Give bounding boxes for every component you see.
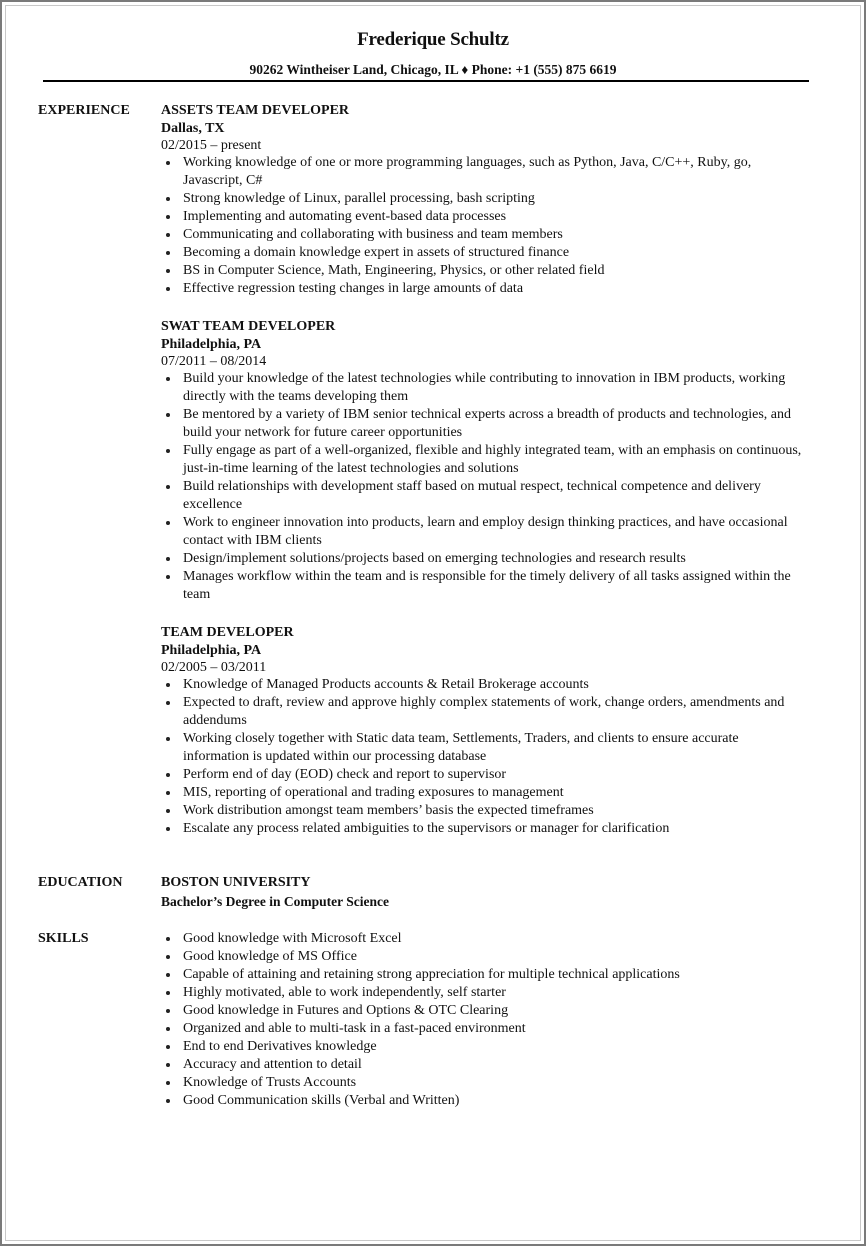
bullet-item: Be mentored by a variety of IBM senior technical experts across a breadth of products and technologies, and build your network for future career opportunities <box>161 406 805 442</box>
job-location: Philadelphia, PA <box>161 337 262 352</box>
bullet-item: Perform end of day (EOD) check and report to supervisor <box>161 766 805 784</box>
bullet-item: Build your knowledge of the latest technologies while contributing to innovation in IBM products, working directly with the teams developing them <box>161 370 805 406</box>
skill-item: Highly motivated, able to work independently, self starter <box>161 984 805 1002</box>
job-dates: 02/2005 – 03/2011 <box>161 660 267 675</box>
bullet-item: Effective regression testing changes in large amounts of data <box>161 280 805 298</box>
bullet-item: Expected to draft, review and approve highly complex statements of work, change orders, amendments and addendums <box>161 694 805 730</box>
skill-item: End to end Derivatives knowledge <box>161 1038 805 1056</box>
bullet-item: Strong knowledge of Linux, parallel processing, bash scripting <box>161 190 805 208</box>
skill-item: Organized and able to multi-task in a fast-paced environment <box>161 1020 805 1038</box>
job-entry <box>161 318 811 604</box>
job-title: SWAT TEAM DEVELOPER <box>161 319 336 334</box>
job-entry <box>161 624 811 838</box>
skill-item: Accuracy and attention to detail <box>161 1056 805 1074</box>
skill-item: Good Communication skills (Verbal and Written) <box>161 1092 805 1110</box>
skill-item: Capable of attaining and retaining strong appreciation for multiple technical applications <box>161 966 805 984</box>
bullet-item: Becoming a domain knowledge expert in assets of structured finance <box>161 244 805 262</box>
bullet-item: BS in Computer Science, Math, Engineering, Physics, or other related field <box>161 262 805 280</box>
job-dates: 07/2011 – 08/2014 <box>161 354 267 369</box>
job-dates: 02/2015 – present <box>161 138 262 153</box>
skills-body <box>161 930 811 1110</box>
bullet-item: MIS, reporting of operational and trading exposures to management <box>161 784 805 802</box>
experience-body <box>161 102 811 854</box>
section-label-experience: EXPERIENCE <box>38 103 130 118</box>
education-body <box>161 874 811 912</box>
bullet-item: Escalate any process related ambiguities to the supervisors or manager for clarification <box>161 820 805 838</box>
bullet-item: Work to engineer innovation into products, learn and employ design thinking practices, and have occasional contact with IBM clients <box>161 514 805 550</box>
job-title: ASSETS TEAM DEVELOPER <box>161 103 350 118</box>
skill-item: Good knowledge in Futures and Options & OTC Clearing <box>161 1002 805 1020</box>
bullet-item: Communicating and collaborating with business and team members <box>161 226 805 244</box>
bullet-item: Fully engage as part of a well-organized, flexible and highly integrated team, with an emphasis on continuous, just-in-time learning of the latest technologies and solutions <box>161 442 805 478</box>
job-title: TEAM DEVELOPER <box>161 625 294 640</box>
job-entry <box>161 102 811 298</box>
job-location: Dallas, TX <box>161 121 225 136</box>
bullet-item: Build relationships with development staff based on mutual respect, technical competence and delivery excellence <box>161 478 805 514</box>
skill-item: Good knowledge of MS Office <box>161 948 805 966</box>
job-bullets <box>161 154 811 298</box>
section-label-education: EDUCATION <box>38 875 123 890</box>
candidate-name: Frederique Schultz <box>357 29 509 50</box>
skills-list <box>161 930 811 1110</box>
degree: Bachelor’s Degree in Computer Science <box>161 894 389 909</box>
contact-line: 90262 Wintheiser Land, Chicago, IL ♦ Phone: +1 (555) 875 6619 <box>249 62 617 77</box>
bullet-item: Implementing and automating event-based data processes <box>161 208 805 226</box>
school-name: BOSTON UNIVERSITY <box>161 875 311 890</box>
header-divider <box>43 80 809 82</box>
resume-header <box>0 28 866 79</box>
job-location: Philadelphia, PA <box>161 643 262 658</box>
bullet-item: Knowledge of Managed Products accounts & Retail Brokerage accounts <box>161 676 805 694</box>
bullet-item: Manages workflow within the team and is responsible for the timely delivery of all tasks assigned within the team <box>161 568 805 604</box>
bullet-item: Working closely together with Static data team, Settlements, Traders, and clients to ensure accurate information is updated within our processing database <box>161 730 805 766</box>
job-bullets <box>161 370 811 604</box>
job-bullets <box>161 676 811 838</box>
section-label-skills: SKILLS <box>38 931 89 946</box>
skill-item: Knowledge of Trusts Accounts <box>161 1074 805 1092</box>
bullet-item: Working knowledge of one or more programming languages, such as Python, Java, C/C++, Ruby, go, Javascript, C# <box>161 154 805 190</box>
bullet-item: Design/implement solutions/projects based on emerging technologies and research results <box>161 550 805 568</box>
skill-item: Good knowledge with Microsoft Excel <box>161 930 805 948</box>
bullet-item: Work distribution amongst team members’ basis the expected timeframes <box>161 802 805 820</box>
